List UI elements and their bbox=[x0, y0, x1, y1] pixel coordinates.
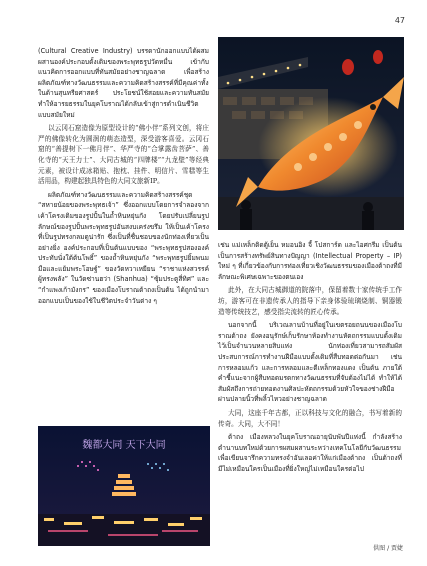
photo-drone-show bbox=[38, 426, 210, 546]
page-number: 47 bbox=[394, 16, 405, 25]
right-chinese-paragraph-2: 大同，这座千年古都，正以科技与文化的融合，书写着新的传奇。大同，大不同！ bbox=[218, 408, 402, 428]
right-thai-paragraph-2: นอกจากนี้ บริเวณลานบ้านที่อยู่ในเขตรอยถนนของเมืองโบราณต้าถง ยังคงอนุรักษ์เก็บรักษาห้องทำงานหัตถกรรมแบบดั้งเดิมไว้เป็นจำนวนหลายสิบแห่ง นักท่องเที่ยวสามารถสัมผัสประสบการณ์การทำงานฝีมือแบบดั้งเดิมที่สืบทอดต่อกันมา เช่น การหลอมแก้ว และการหลอมและตีเหล็กทองแดง เป็นต้น ภายใต้คำชี้แนะจากผู้สืบทอดมรดกทางวัฒนธรรมที่จับต้องไม่ได้ ทำให้ได้สัมผัสถึงการถ่ายทอดงานศิลปะหัตถกรรมด้วยหัวใจของช่างฝีมือผ่านปลายนิ้วที่พลิ้วไหวอย่างชาญฉลาด bbox=[218, 321, 402, 404]
left-thai-paragraph-1: (Cultural Creative Industry) บรรดานักออกแบบได้ผสมผสานองค์ประกอบดั้งเดิมของพระพุทธรูปวัดหมื่น เข้ากับแนวคิดการออกแบบที่ทันสมัยอย่างชาญฉลาด เพื่อสร้างผลิตภัณฑ์ทางวัฒนธรรมและความคิดสร้างสรรค์ที่มีคุณค่าทั้งในด้านสุนทรียศาสตร์ ประโยชน์ใช้สอยและความทันสมัย ทำให้อารยธรรมในยุคโบราณได้กลับเข้าสู่การดำเนินชีวิตแบบสมัยใหม่ bbox=[38, 47, 209, 119]
drone-show-text: 魏都大同 天下大同 bbox=[82, 440, 166, 451]
photo-koi-lantern bbox=[218, 37, 404, 230]
photo-credit: 供图 / 贾婕 bbox=[373, 545, 403, 552]
right-chinese-paragraph-1: 此外，在大同古城御道的院落中，保留着数十家传统手工作坊，游客可在非遗传承人的指导下亲身体验琉璃烧制、铜器锻造等传统技艺，感受指尖流转的匠心传承。 bbox=[218, 286, 402, 316]
right-thai-paragraph-1: เช่น แม่เหล็กติดตู้เย็น หมอนอิง จี้ โปสการ์ด และไอศกรีม เป็นต้น เป็นการสร้างทรัพย์สินทางปัญญา (Intellectual Property – IP) ใหม่ ๆ ที่เกี่ยวข้องกับการท่องเที่ยวเชิงวัฒนธรรมของเมืองต้าถงที่มีลักษณะพิเศษเฉพาะของตนเอง bbox=[218, 241, 402, 281]
left-column bbox=[38, 46, 209, 309]
right-column bbox=[218, 240, 402, 477]
koi-lantern-illustration bbox=[218, 37, 404, 230]
right-thai-paragraph-3: ต้าถง เมืองหลวงในยุคโบราณอายุนับพันปีแห่งนี้ กำลังสร้างตำนานบทใหม่ด้วยการผสมผสานระหว่างเทคโนโลยีกับวัฒนธรรม เพื่อเขียนจารึกความทรงจำอันเลอค่าให้แก่เมืองต้าถง เป็นต้าถงที่มีไม่เหมือนใครเป็นเมืองที่ยิ่งใหญ่ไม่เหมือนใครต่อไป bbox=[218, 433, 402, 473]
left-chinese-paragraph: 以云冈石窟造像为原型设计的“佛小伴”系列文创，将庄严的佛像转化为圆润的萌态造型，深受游客喜爱。云冈石窟的“善提树下一佛月伴”、华严寺的“合掌露齿菩萨”、善化寺的“天王力士”、大同古城的“四牌楼”“九龙壁”等经典元素，被设计成冰箱贴、抱枕、挂件、明信片、雪糕等生活用品，构建起独具特色的大同文旅新IP。 bbox=[38, 124, 209, 186]
drone-show-illustration bbox=[38, 426, 210, 546]
left-thai-paragraph-2: ผลิตภัณฑ์ทางวัฒนธรรมและความคิดสร้างสรรค์ชุด “สหายน้อยของพระพุทธเจ้า” ซึ่งออกแบบโดยการจำลองจากเค้าโครงเดิมของรูปปั้นในถ้ำหินหยุ่นกัง โดยปรับเปลี่ยนรูปลักษณ์ของรูปปั้นพระพุทธรูปอันสงบเคร่งขรึม ให้เป็นเค้าโครงที่เป็นรูปทรงกลมดูน่ารัก ซึ่งเป็นที่ชื่นชอบของนักท่องเที่ยวเป็นอย่างยิ่ง องค์ประกอบที่เป็นต้นแบบของ “พระพุทธรูปสององค์ประทับนั่งใต้ต้นโพธิ์” ของถ้ำหินหยุ่นกัง “พระพุทธรูปยิ้มพนมมือและแย้มพระโอษฐ์” ของวัดหวาเหยียน “ราชาแห่งสวรรค์ผู้ทรงพลัง” ในวัดซ่านฮว่า (Shanhua) “ซุ้มประตูสี่ทิศ” และ “กำแพงเก้ามังกร” ของเมืองโบราณต้าถงเป็นต้น ได้ถูกนำมาออกแบบเป็นของใช้ในชีวิตประจำวันต่าง ๆ bbox=[38, 190, 209, 305]
